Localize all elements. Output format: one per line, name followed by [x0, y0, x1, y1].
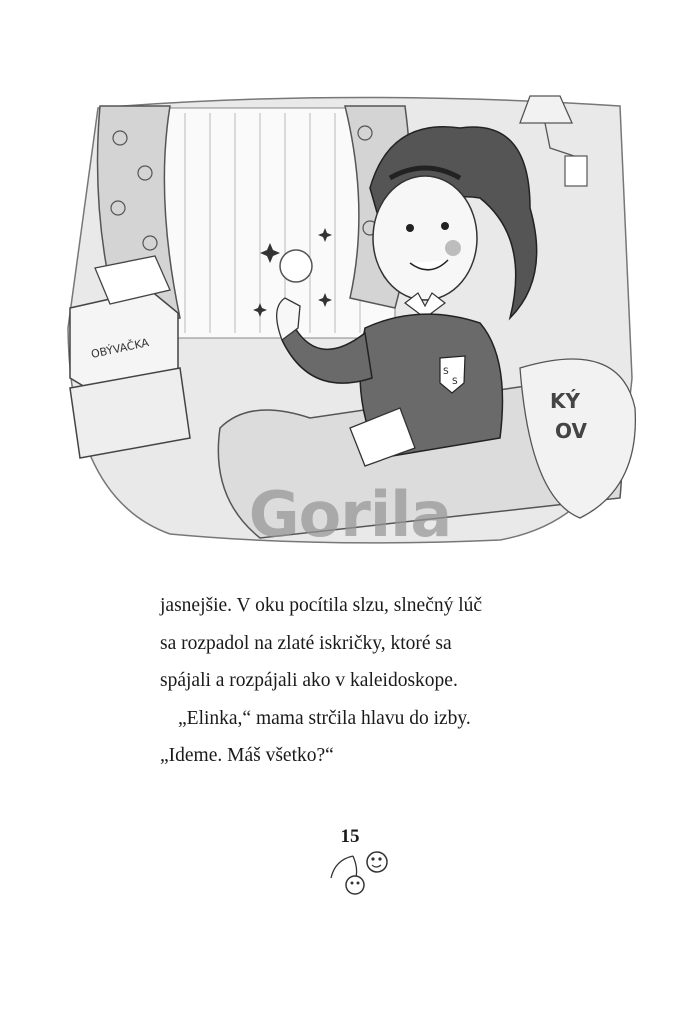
- text-line: spájali a rozpájali ako v kaleidoskope.: [160, 670, 458, 691]
- pillow-text-bottom: OV: [555, 419, 587, 443]
- cherries-icon: [325, 848, 395, 896]
- text-line: jasnejšie. V oku pocítila slzu, slnečný lúč: [160, 595, 483, 616]
- pillow-text-top: KÝ: [550, 389, 580, 413]
- body-text: [160, 592, 540, 780]
- badge-letter-2: S: [452, 377, 458, 387]
- watermark: Gorila: [248, 478, 452, 551]
- text-line: „Ideme. Máš všetko?“: [160, 745, 334, 766]
- box-label: OBÝVAČKA: [89, 336, 151, 361]
- page-number: 15: [340, 826, 360, 847]
- badge-letter-1: S: [443, 367, 449, 377]
- text-line: „Elinka,“ mama strčila hlavu do izby.: [178, 707, 471, 729]
- text-line: sa rozpadol na zlaté iskričky, ktoré sa: [160, 632, 452, 654]
